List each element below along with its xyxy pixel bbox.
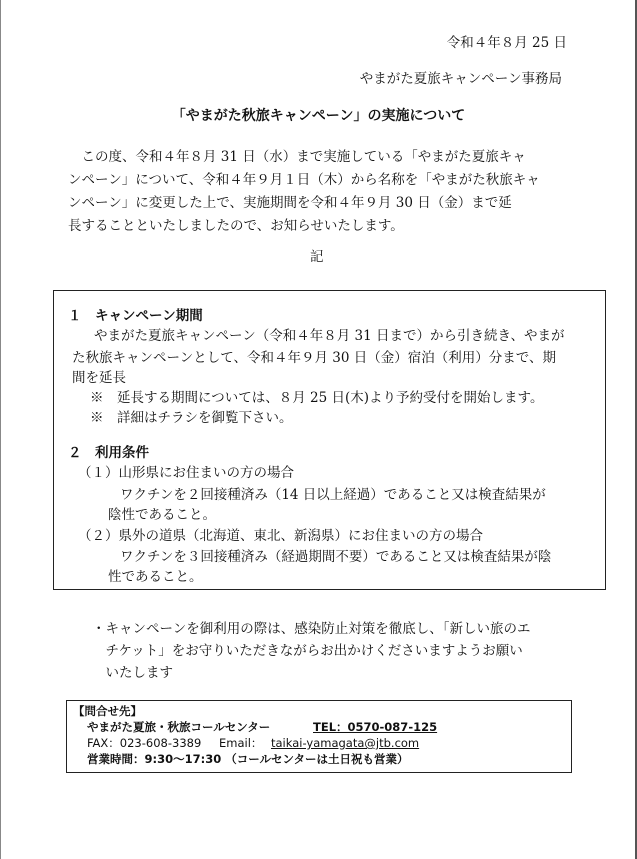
contact-heading: 【問合せ先】 — [73, 704, 142, 718]
fax-number: FAX：023-608-3389 — [87, 736, 202, 750]
section2-heading: ２ 利用条件 — [68, 445, 149, 461]
notice-paragraph — [68, 146, 588, 238]
document-title: 「やまがた秋旅キャンペーン」の実施について — [171, 108, 466, 124]
contact-box — [66, 700, 572, 773]
notice-line: この度、令和４年８月 31 日（水）まで実施している「やまがた夏旅キャ — [68, 149, 526, 165]
call-center-name: やまがた夏旅・秋旅コールセンター — [87, 720, 271, 734]
section1-line: た秋旅キャンペーンとして、令和４年９月 30 日（金）宿泊（利用）分まで、期 — [72, 350, 556, 366]
condition2-label: （２）県外の道県（北海道、東北、新潟県）にお住まいの方の場合 — [78, 528, 483, 544]
email-label: Email： — [219, 736, 263, 750]
business-hours: 営業時間：9:30～17:30 （コールセンターは土日祝も営業） — [87, 752, 409, 766]
bullet-line: チケット」をお守りいただきながらお出かけくださいますようお願い — [92, 643, 523, 659]
notice-line: ンペーン」について、令和４年９月１日（木）から名称を「やまがた秋旅キャ — [68, 172, 540, 188]
issuing-office: やまがた夏旅キャンペーン事務局 — [359, 71, 562, 87]
condition1-line: 陰性であること。 — [108, 507, 216, 523]
details-box — [53, 290, 606, 590]
section1-note: ※ 延長する期間については、８月 25 日(木)より予約受付を開始します。 — [90, 390, 544, 406]
section1-note: ※ 詳細はチラシを御覧下さい。 — [90, 410, 293, 426]
notice-line: 長することといたしましたので、お知らせいたします。 — [68, 218, 404, 234]
ki-marker: 記 — [310, 249, 324, 265]
caution-bullet — [92, 618, 582, 684]
section1-line: 間を延長 — [72, 370, 126, 386]
bullet-line: ・キャンペーンを御利用の際は、感染防止対策を徹底し、「新しい旅のエ — [92, 621, 531, 637]
section1-line: やまがた夏旅キャンペーン（令和４年８月 31 日まで）から引き続き、やまが — [94, 328, 565, 344]
notice-line: ンペーン」に変更した上で、実施期間を令和４年９月 30 日（金）まで延 — [68, 195, 512, 211]
condition2-line: ワクチンを３回接種済み（経過期間不要）であること又は検査結果が陰 — [120, 549, 552, 565]
email-link[interactable]: taikai-yamagata@jtb.com — [271, 736, 420, 750]
tel-number: TEL：0570-087-125 — [313, 720, 438, 734]
section1-heading: １ キャンペーン期間 — [68, 308, 203, 324]
condition1-line: ワクチンを２回接種済み（14 日以上経過）であること又は検査結果が — [120, 487, 546, 503]
issue-date: 令和４年８月 25 日 — [446, 35, 567, 51]
page-edge-left — [0, 0, 1, 859]
bullet-line: いたします — [92, 665, 173, 681]
condition2-line: 性であること。 — [108, 569, 203, 585]
condition1-label: （１）山形県にお住まいの方の場合 — [78, 465, 294, 481]
